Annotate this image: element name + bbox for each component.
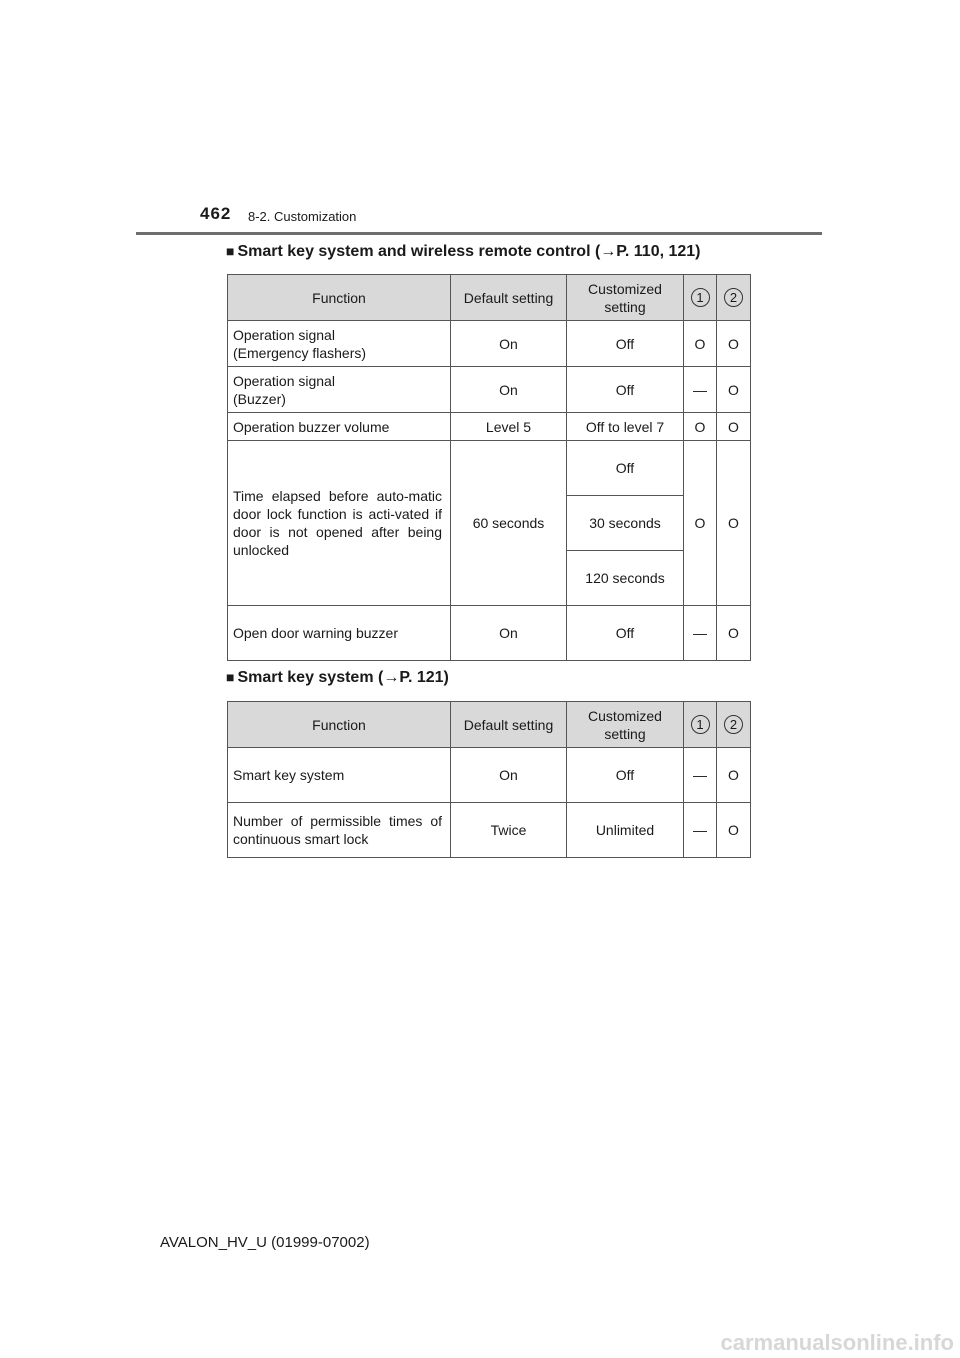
circled-2-icon: 2: [724, 715, 743, 734]
cell-c2: O: [717, 367, 751, 413]
cell-custom: Off: [567, 606, 684, 661]
cell-c1: —: [684, 606, 717, 661]
cell-c1: —: [684, 367, 717, 413]
cell-custom: Off: [567, 367, 684, 413]
function-line1: Operation signal: [233, 372, 335, 389]
header-rule: [136, 232, 822, 235]
col-1: [684, 275, 717, 321]
table1-heading: [226, 243, 701, 261]
cell-c1: —: [684, 748, 717, 803]
table-row: [228, 321, 751, 367]
table2-header-row: [228, 702, 751, 748]
circled-1-icon: 1: [691, 288, 710, 307]
cell-function: Smart key system: [228, 748, 451, 803]
function-line2: (Emergency flashers): [233, 344, 367, 361]
cell-function: [228, 321, 451, 367]
table2: [227, 701, 751, 858]
table-row: [228, 367, 751, 413]
function-line2: (Buzzer): [233, 390, 286, 407]
cell-c1: O: [684, 441, 717, 606]
cell-c2: O: [717, 441, 751, 606]
cell-function: Number of permissible times of continuous smart lock: [228, 803, 451, 858]
page-number: 462: [200, 204, 232, 223]
cell-custom: Unlimited: [567, 803, 684, 858]
cell-c1: —: [684, 803, 717, 858]
cell-default: On: [451, 606, 567, 661]
circled-2-icon: 2: [724, 288, 743, 307]
watermark: carmanualsonline.info: [720, 1330, 954, 1355]
arrow-right-icon: →: [600, 243, 617, 260]
cell-custom-option: Off: [567, 441, 684, 496]
function-line1: Operation signal: [233, 326, 335, 343]
table-row: [228, 413, 751, 441]
cell-custom: Off: [567, 321, 684, 367]
table-row: [228, 803, 751, 858]
bullet-square-icon: ■: [226, 669, 235, 685]
cell-default: On: [451, 321, 567, 367]
cell-c1: O: [684, 413, 717, 441]
cell-default: Level 5: [451, 413, 567, 441]
col-function: Function: [228, 275, 451, 321]
cell-c1: O: [684, 321, 717, 367]
table1-heading-ref: P. 110, 121): [616, 243, 701, 260]
table2-heading-text: Smart key system (: [237, 669, 384, 686]
cell-custom: Off: [567, 748, 684, 803]
table1: [227, 274, 751, 661]
col-custom: Customized setting: [567, 702, 684, 748]
circled-1-icon: 1: [691, 715, 710, 734]
table-row: [228, 748, 751, 803]
table-row: [228, 441, 751, 496]
col-default: Default setting: [451, 275, 567, 321]
table1-header-row: [228, 275, 751, 321]
cell-function: [228, 367, 451, 413]
table2-heading-ref: P. 121): [399, 669, 449, 686]
cell-default: 60 seconds: [451, 441, 567, 606]
col-custom: Customized setting: [567, 275, 684, 321]
cell-c2: O: [717, 606, 751, 661]
cell-custom: Off to level 7: [567, 413, 684, 441]
arrow-right-icon: →: [383, 669, 400, 686]
cell-c2: O: [717, 803, 751, 858]
col-1: [684, 702, 717, 748]
cell-custom-option: 120 seconds: [567, 551, 684, 606]
cell-custom-option: 30 seconds: [567, 496, 684, 551]
table-row: [228, 606, 751, 661]
cell-default: On: [451, 367, 567, 413]
table2-heading: [226, 669, 449, 687]
footer-doc-code: AVALON_HV_U (01999-07002): [160, 1234, 370, 1251]
cell-function: Open door warning buzzer: [228, 606, 451, 661]
cell-c2: O: [717, 321, 751, 367]
col-default: Default setting: [451, 702, 567, 748]
col-function: Function: [228, 702, 451, 748]
cell-default: Twice: [451, 803, 567, 858]
col-2: [717, 702, 751, 748]
section-label: 8-2. Customization: [248, 209, 357, 224]
cell-function: Operation buzzer volume: [228, 413, 451, 441]
bullet-square-icon: ■: [226, 243, 235, 259]
cell-c2: O: [717, 413, 751, 441]
table1-heading-text: Smart key system and wireless remote control (: [237, 243, 601, 260]
cell-default: On: [451, 748, 567, 803]
cell-function: Time elapsed before auto-matic door lock function is acti-vated if door is not opened after being unlocked: [228, 441, 451, 606]
col-2: [717, 275, 751, 321]
cell-c2: O: [717, 748, 751, 803]
